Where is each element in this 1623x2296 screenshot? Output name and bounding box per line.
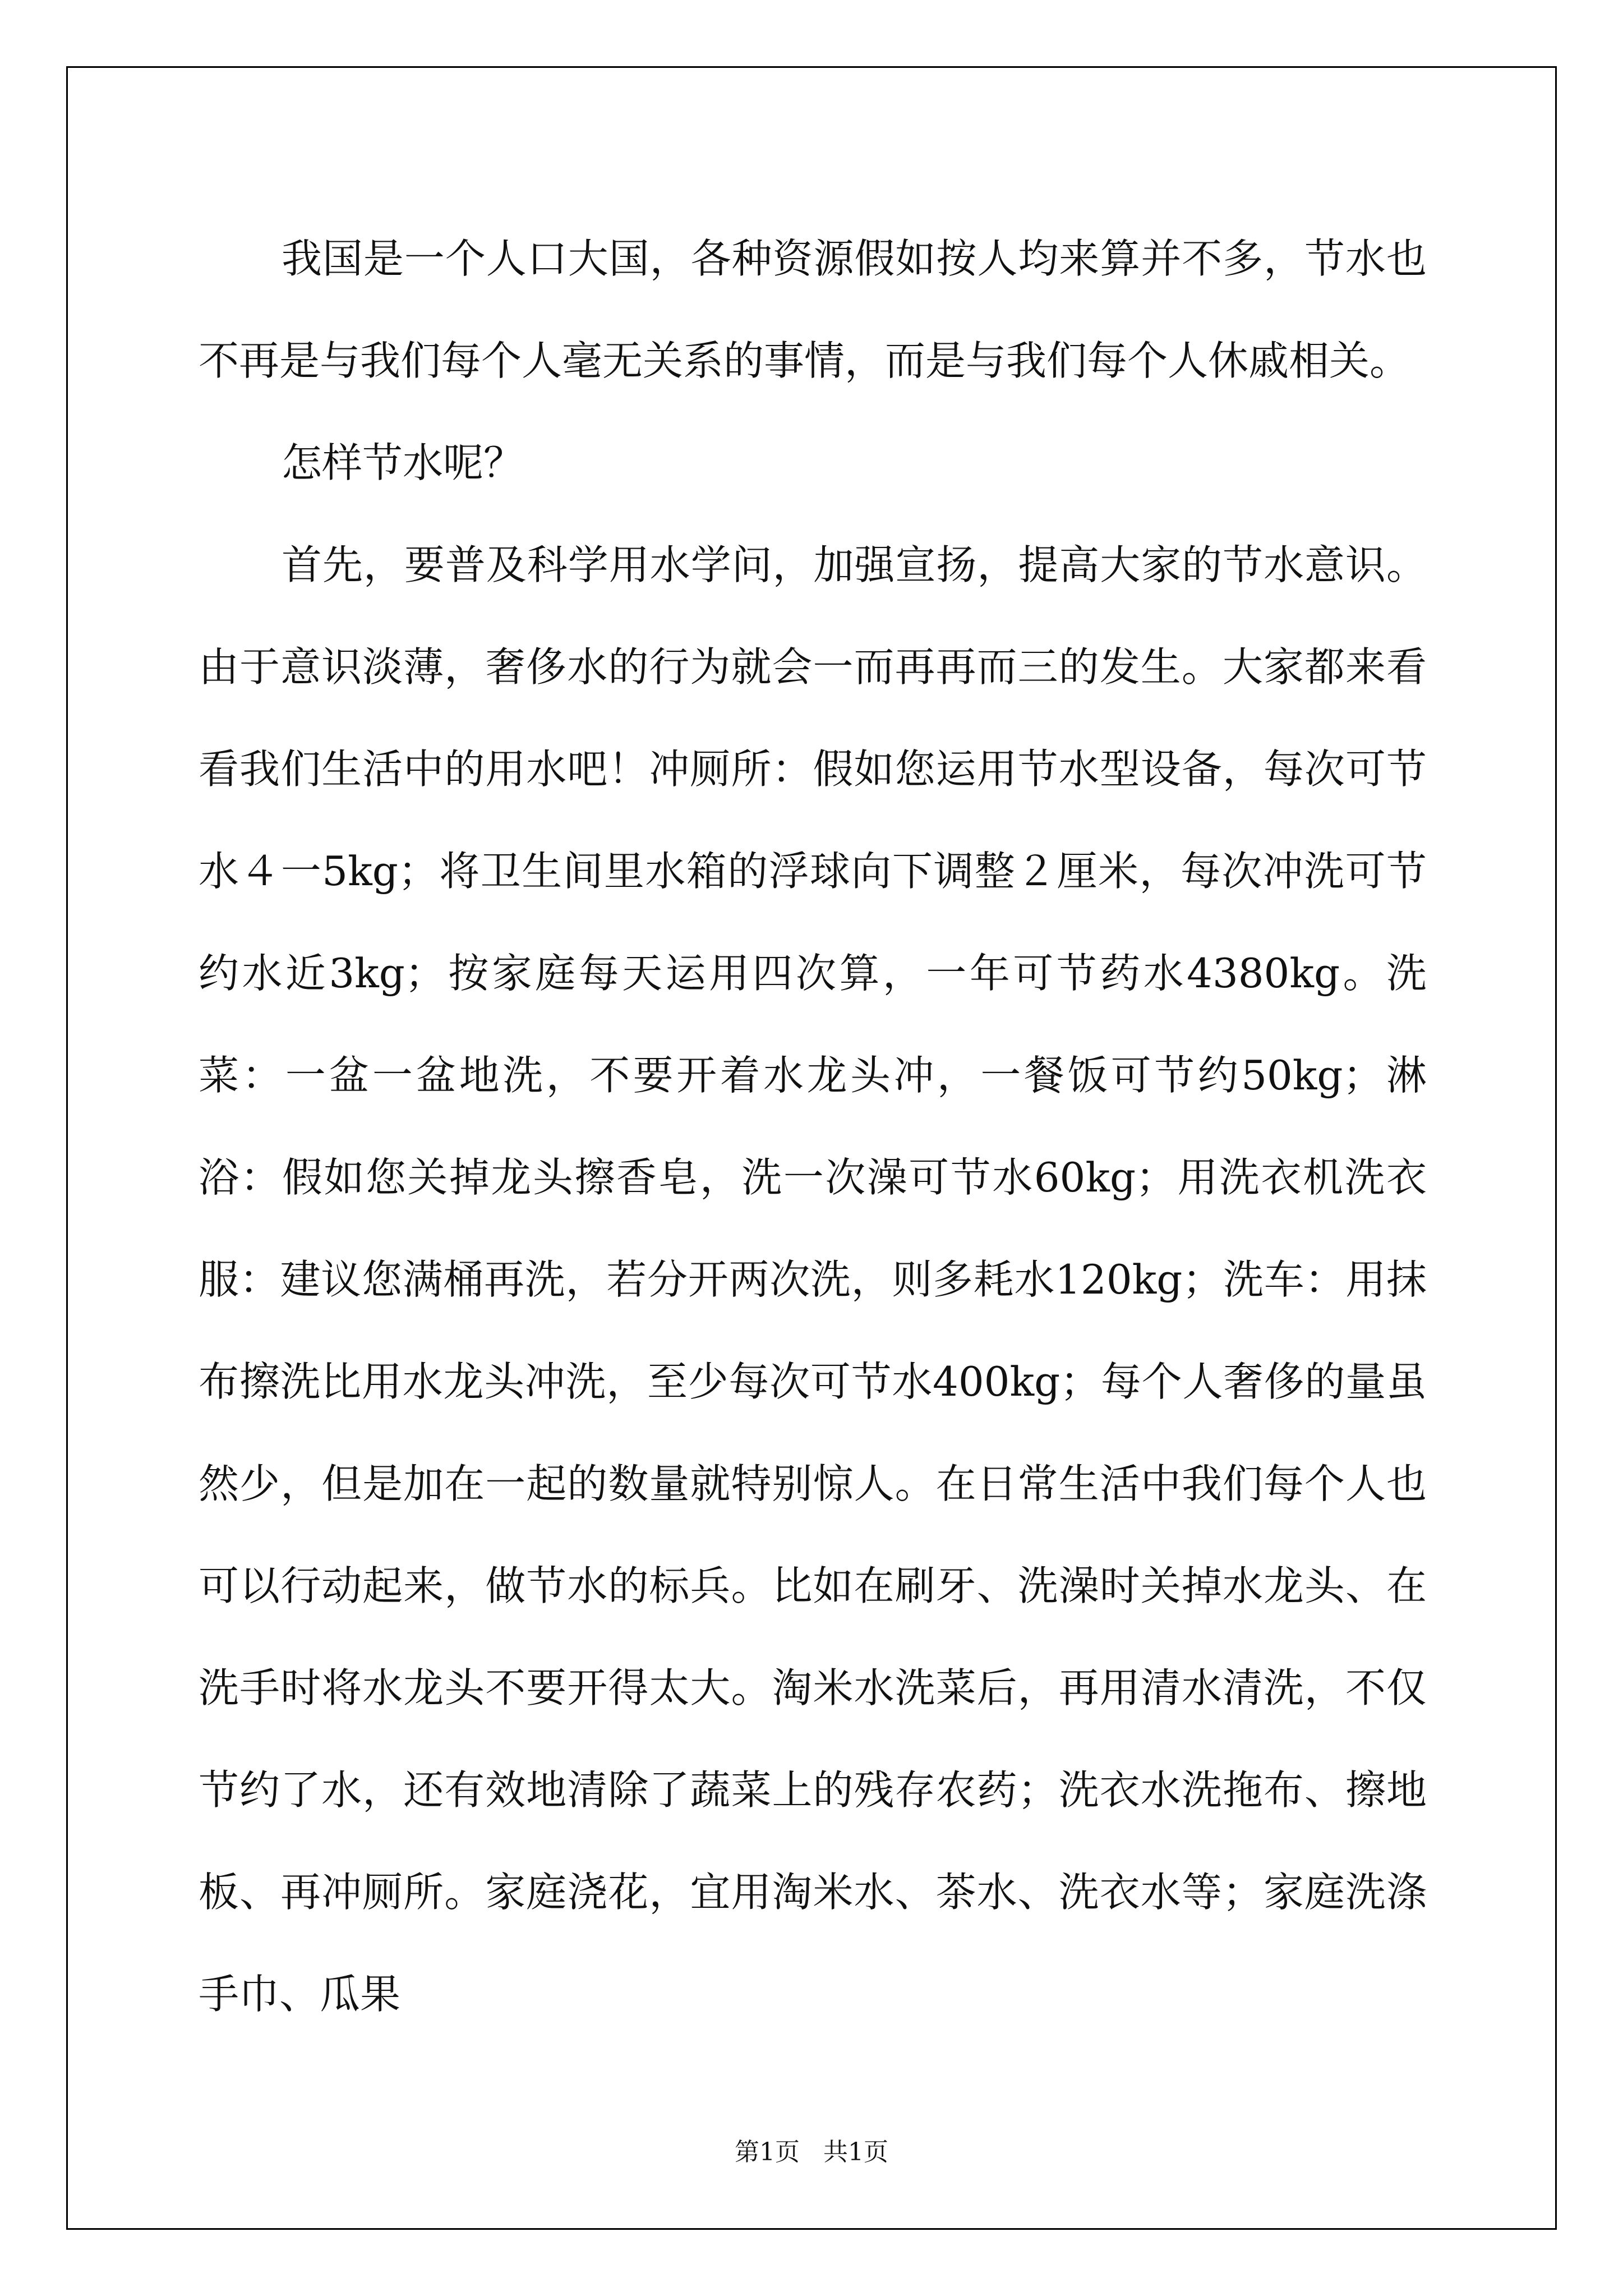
paragraph-question: 怎样节水呢？	[282, 439, 524, 486]
paragraph-methods: 首先，要普及科学用水学问，加强宣扬，提高大家的节水意识。由于意识淡薄，奢侈水的行为就会一而再再而三的发生。大家都来看看我们生活中的用水吧！冲厕所：假如您运用节水型设备，每次可节水４一5kg；将卫生间里水箱的浮球向下调整２厘米，每次冲洗可节约水近3kg；按家庭每天运用四次算，一年可节药水4380kg。洗菜：一盆一盆地洗，不要开着水龙头冲，一餐饭可节约50kg；淋浴：假如您关掉龙头擦香皂，洗一次澡可节水60kg；用洗衣机洗衣服：建议您满桶再洗，若分开两次洗，则多耗水120kg；洗车：用抹布擦洗比用水龙头冲洗，至少每次可节水400kg；每个人奢侈的量虽然少，但是加在一起的数量就特别惊人。在日常生活中我们每个人也可以行动起来，做节水的标兵。比如在刷牙、洗澡时关掉水龙头、在洗手时将水龙头不要开得太大。淘米水洗菜后，再用清水清洗，不仅节约了水，还有效地清除了蔬菜上的残存农药；洗衣水洗拖布、擦地板、再冲厕所。家庭浇花，宜用淘米水、茶水、洗衣水等；家庭洗涤手巾、瓜果	[199, 541, 1427, 2018]
page-number: 第1页 共1页	[735, 2138, 888, 2166]
paragraph-intro: 我国是一个人口大国，各种资源假如按人均来算并不多，节水也不再是与我们每个人毫无关系的事情，而是与我们每个人休戚相关。	[199, 235, 1427, 384]
document-body	[199, 208, 1427, 2045]
